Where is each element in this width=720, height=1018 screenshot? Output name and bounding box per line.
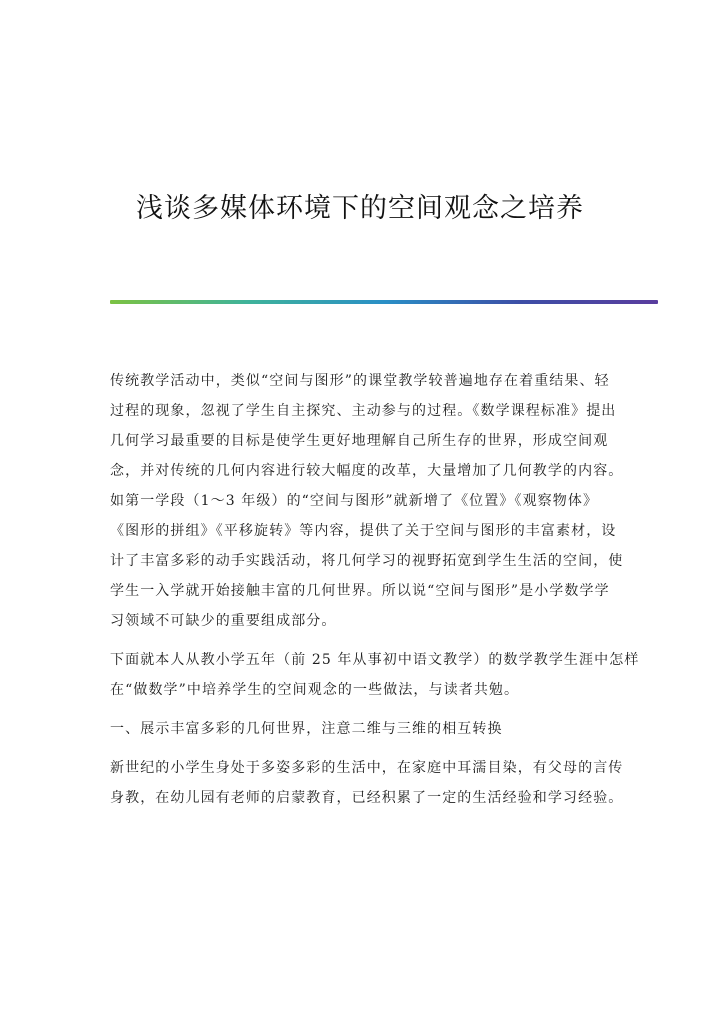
document-body: [110, 366, 640, 822]
text-line: 一、展示丰富多彩的几何世界，注意二维与三维的相互转换: [110, 721, 503, 737]
paragraph-section-1: [110, 753, 624, 813]
text-line: 下面就本人从教小学五年（前 25 年从事初中语文教学）的数学教学生涯中怎样: [110, 652, 640, 668]
text-line: 身教，在幼儿园有老师的启蒙教育，已经积累了一定的生活经验和学习经验。: [110, 790, 624, 806]
text-line: 学生一入学就开始接触丰富的几何世界。所以说“空间与图形”是小学数学学: [110, 583, 610, 599]
section-heading-1: [110, 714, 610, 744]
title-divider: [110, 300, 658, 304]
document-title: 浅谈多媒体环境下的空间观念之培养: [136, 193, 584, 225]
text-line: 新世纪的小学生身处于多姿多彩的生活中，在家庭中耳濡目染，有父母的言传: [110, 760, 624, 776]
text-line: 过程的现象，忽视了学生自主探究、主动参与的过程。《数学课程标准》提出: [110, 403, 617, 419]
paragraph-author-note: [110, 645, 640, 705]
text-line: 念，并对传统的几何内容进行较大幅度的改革，大量增加了几何教学的内容。: [110, 463, 624, 479]
text-line: 几何学习最重要的目标是使学生更好地理解自己所生存的世界，形成空间观: [110, 433, 609, 449]
text-line: 在“做数学”中培养学生的空间观念的一些做法，与读者共勉。: [110, 682, 520, 698]
text-line: 如第一学段（1～3 年级）的“空间与图形”就新增了《位置》《观察物体》: [110, 493, 599, 509]
text-line: 传统教学活动中，类似“空间与图形”的课堂教学较普遍地存在着重结果、轻: [110, 373, 610, 389]
text-line: 《图形的拼组》《平移旋转》等内容，提供了关于空间与图形的丰富素材，设: [110, 523, 617, 539]
paragraph-intro: [110, 366, 624, 636]
text-line: 习领域不可缺少的重要组成部分。: [110, 613, 337, 629]
text-line: 计了丰富多彩的动手实践活动，将几何学习的视野拓宽到学生生活的空间，使: [110, 553, 624, 569]
